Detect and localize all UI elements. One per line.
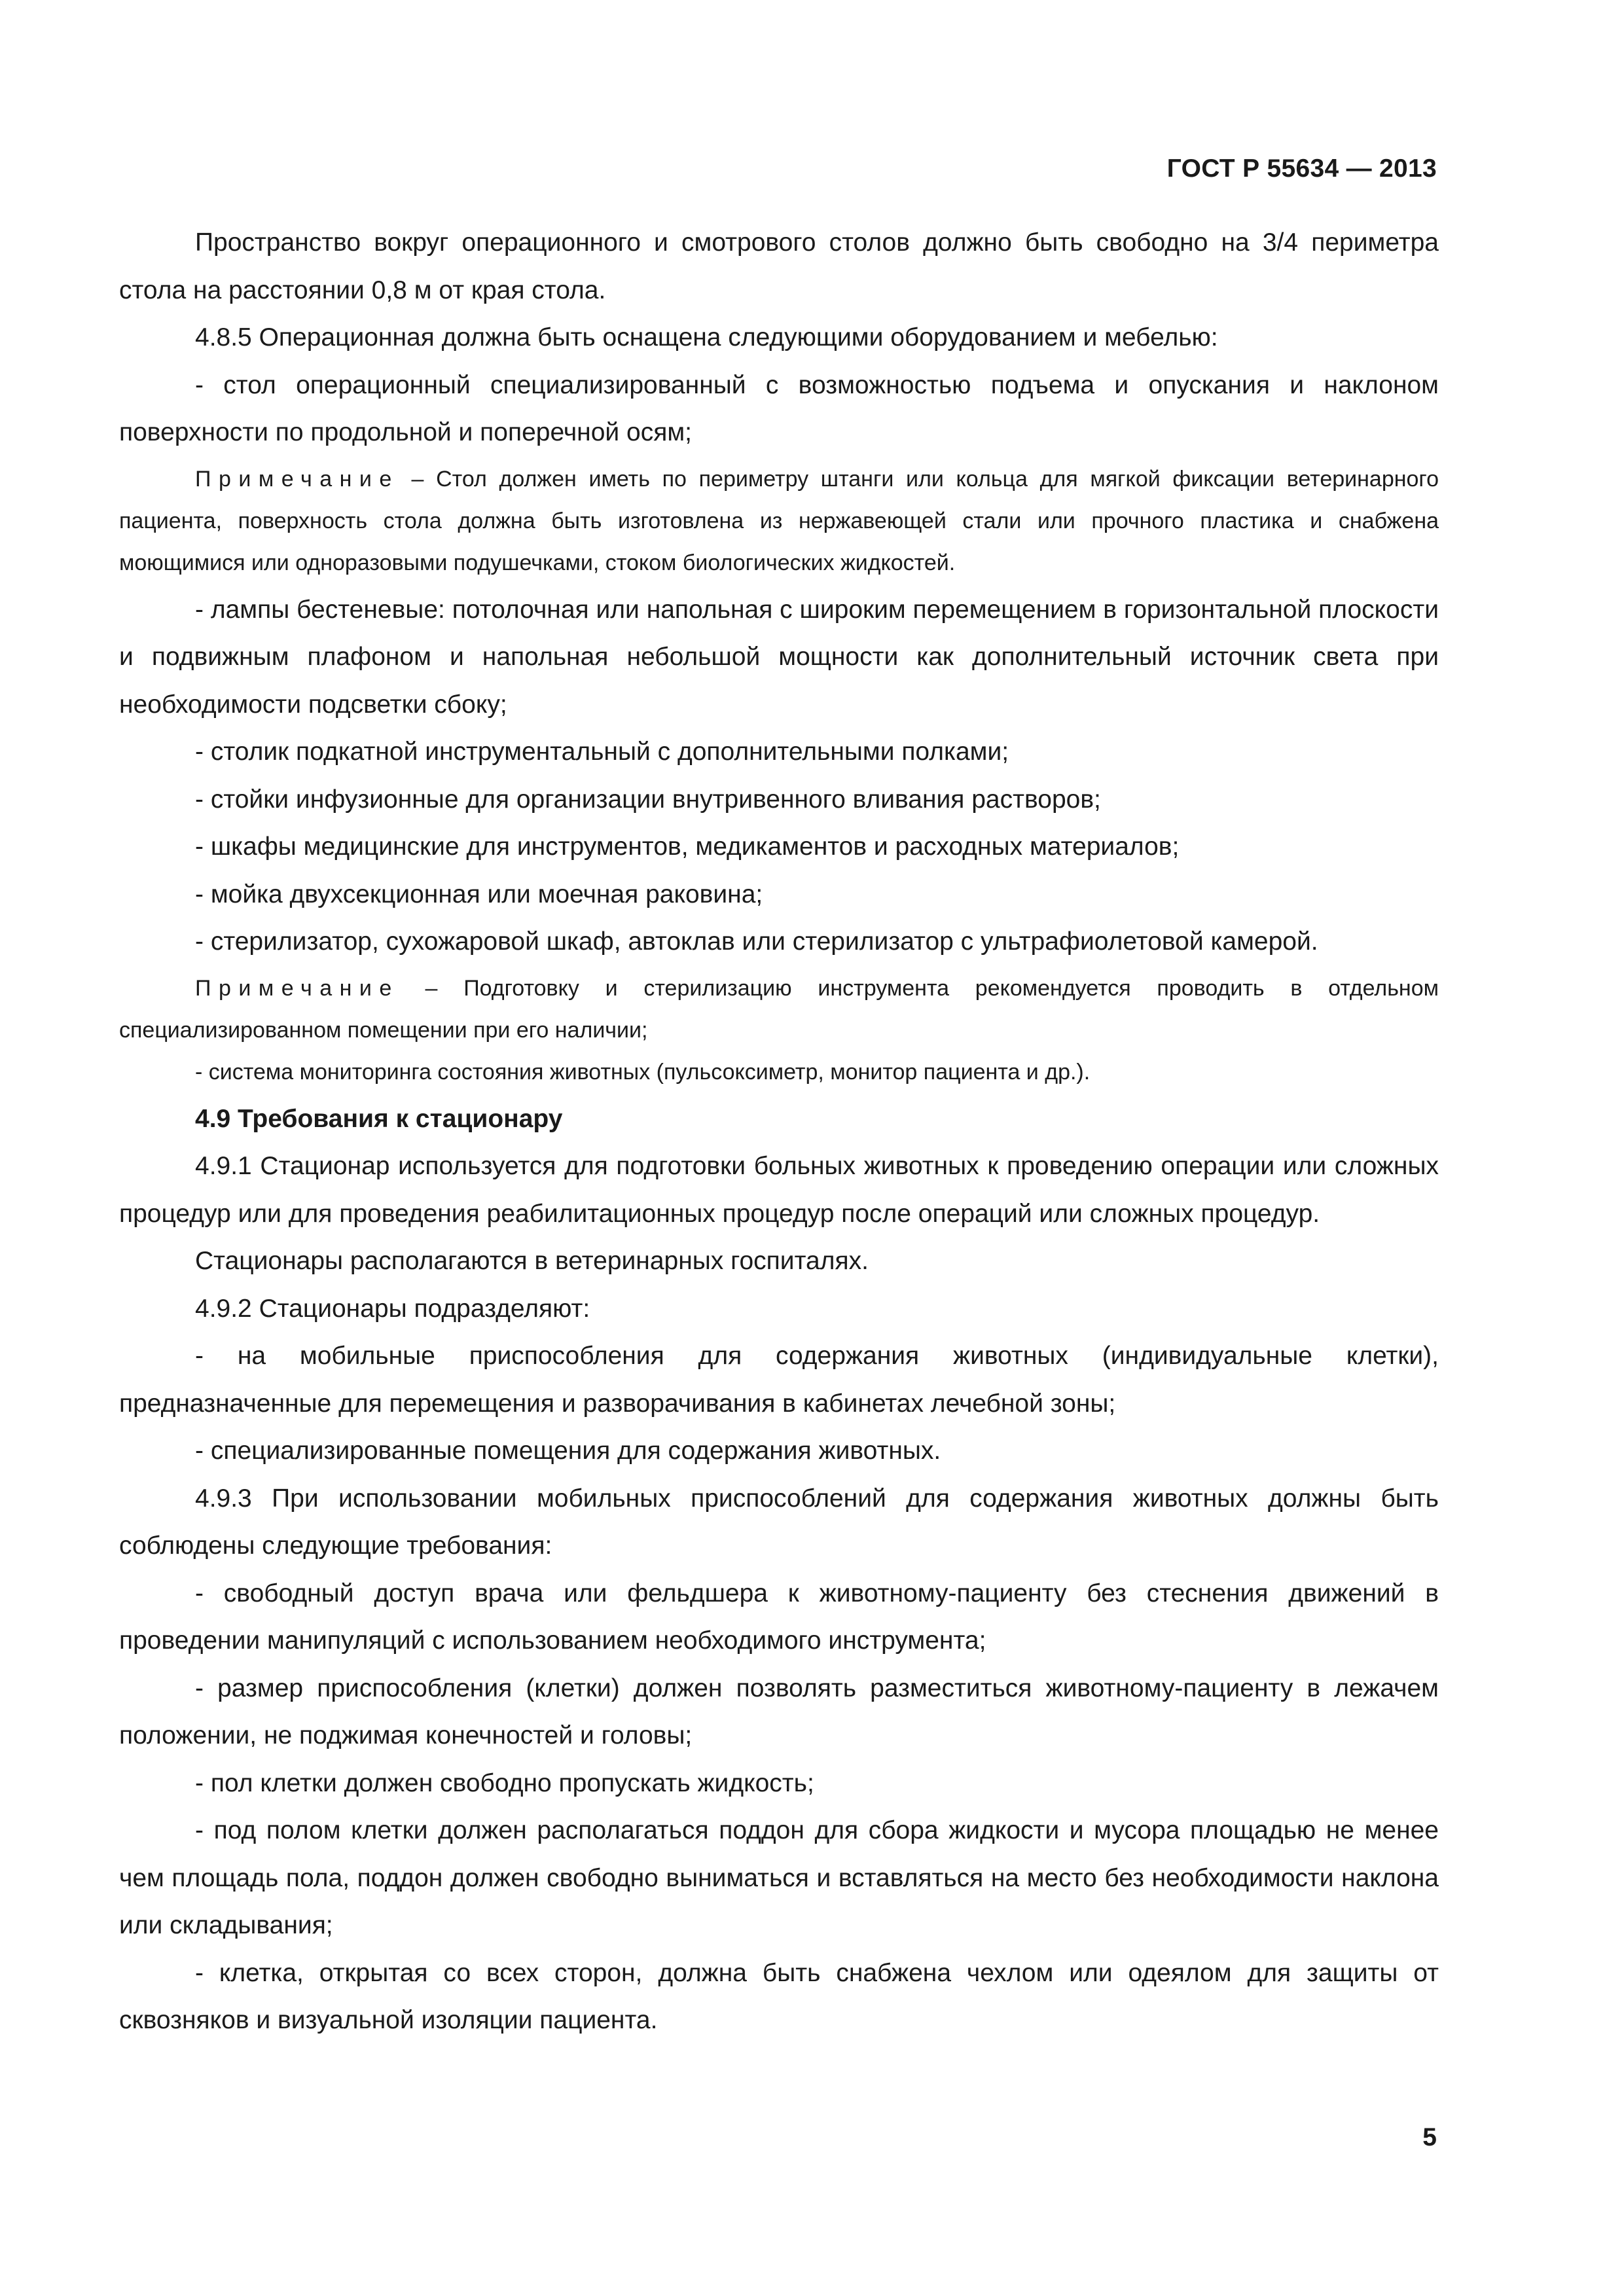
list-item-mobile-cages: - на мобильные приспособления для содержания животных (индивидуальные клетки), предназначенные для перемещения и разворачивания в кабинетах лечебной зоны; — [119, 1342, 1439, 1418]
note-monitoring-system: - система мониторинга состояния животных (пульсоксиметр, монитор пациента и др.). — [195, 1059, 1091, 1085]
page-number: 5 — [1422, 2123, 1437, 2151]
paragraph-hospital-location: Стационары располагаются в ветеринарных госпиталях. — [195, 1247, 869, 1275]
note-text: – Стол должен иметь по периметру штанги или кольца для мягкой фиксации ветеринарного пациента, поверхность стола должна быть изготовлена из нержавеющей стали или прочного пластика и снабжена моющимися или одноразовыми подушечками, стоком биологических жидкостей. — [119, 466, 1439, 575]
list-item-sterilizer: - стерилизатор, сухожаровой шкаф, автоклав или стерилизатор с ультрафиолетовой камерой. — [195, 927, 1318, 956]
list-item-cage-cover: - клетка, открытая со всех сторон, должна быть снабжена чехлом или одеялом для защиты от сквозняков и визуальной изоляции пациента. — [119, 1958, 1439, 2034]
note-operating-table — [119, 458, 1439, 584]
paragraph-4-8-5: 4.8.5 Операционная должна быть оснащена следующими оборудованием и мебелью: — [195, 323, 1218, 351]
list-item-free-access: - свободный доступ врача или фельдшера к животному-пациенту без стеснения движений в проведении манипуляций с использованием необходимого инструмента; — [119, 1579, 1439, 1655]
paragraph-4-9-3: 4.9.3 При использовании мобильных приспособлений для содержания животных должны быть соблюдены следующие требования: — [119, 1484, 1439, 1560]
list-item-shadowless-lamps: - лампы бестеневые: потолочная или напольная с широким перемещением в горизонтальной плоскости и подвижным плафоном и напольная небольшой мощности как дополнительный источник света при необходимости подсветки сбоку; — [119, 595, 1439, 719]
paragraph-4-9-2: 4.9.2 Стационары подразделяют: — [195, 1294, 590, 1323]
list-item-cage-size: - размер приспособления (клетки) должен позволять разместиться животному-пациенту в лежачем положении, не поджимая конечностей и головы; — [119, 1674, 1439, 1749]
list-item-medical-cabinets: - шкафы медицинские для инструментов, медикаментов и расходных материалов; — [195, 833, 1180, 861]
note-label: Примечание — [195, 975, 399, 1001]
paragraph-workspace-clearance: Пространство вокруг операционного и смотрового столов должно быть свободно на 3/4 периметра стола на расстоянии 0,8 м от края стола. — [119, 228, 1439, 304]
note-text: – Подготовку и стерилизацию инструмента рекомендуется проводить в отдельном специализированном помещении при его наличии; — [119, 975, 1439, 1043]
note-label: Примечание — [195, 466, 399, 492]
list-item-special-rooms: - специализированные помещения для содержания животных. — [195, 1437, 941, 1465]
paragraph-4-9-1: 4.9.1 Стационар используется для подготовки больных животных к проведению операции или сложных процедур или для проведения реабилитационных процедур после операций или сложных процедур. — [119, 1152, 1439, 1228]
note-sterilization — [119, 967, 1439, 1051]
list-item-drip-tray: - под полом клетки должен располагаться поддон для сбора жидкости и мусора площадью не менее чем площадь пола, поддон должен свободно выниматься и вставляться на место без необходимости наклона или складывания; — [119, 1816, 1439, 1939]
list-item-cage-floor: - пол клетки должен свободно пропускать жидкость; — [195, 1768, 814, 1797]
list-item-operating-table: - стол операционный специализированный с возможностью подъема и опускания и наклоном поверхности по продольной и поперечной осям; — [119, 370, 1439, 446]
list-item-sink: - мойка двухсекционная или моечная раковина; — [195, 880, 763, 908]
section-heading-4-9: 4.9 Требования к стационару — [195, 1104, 563, 1133]
list-item-instrument-trolley: - столик подкатной инструментальный с дополнительными полками; — [195, 738, 1009, 766]
list-item-infusion-stands: - стойки инфузионные для организации внутривенного вливания растворов; — [195, 785, 1101, 814]
document-body — [119, 219, 1439, 2045]
document-header-code: ГОСТ Р 55634 — 2013 — [1166, 154, 1437, 183]
